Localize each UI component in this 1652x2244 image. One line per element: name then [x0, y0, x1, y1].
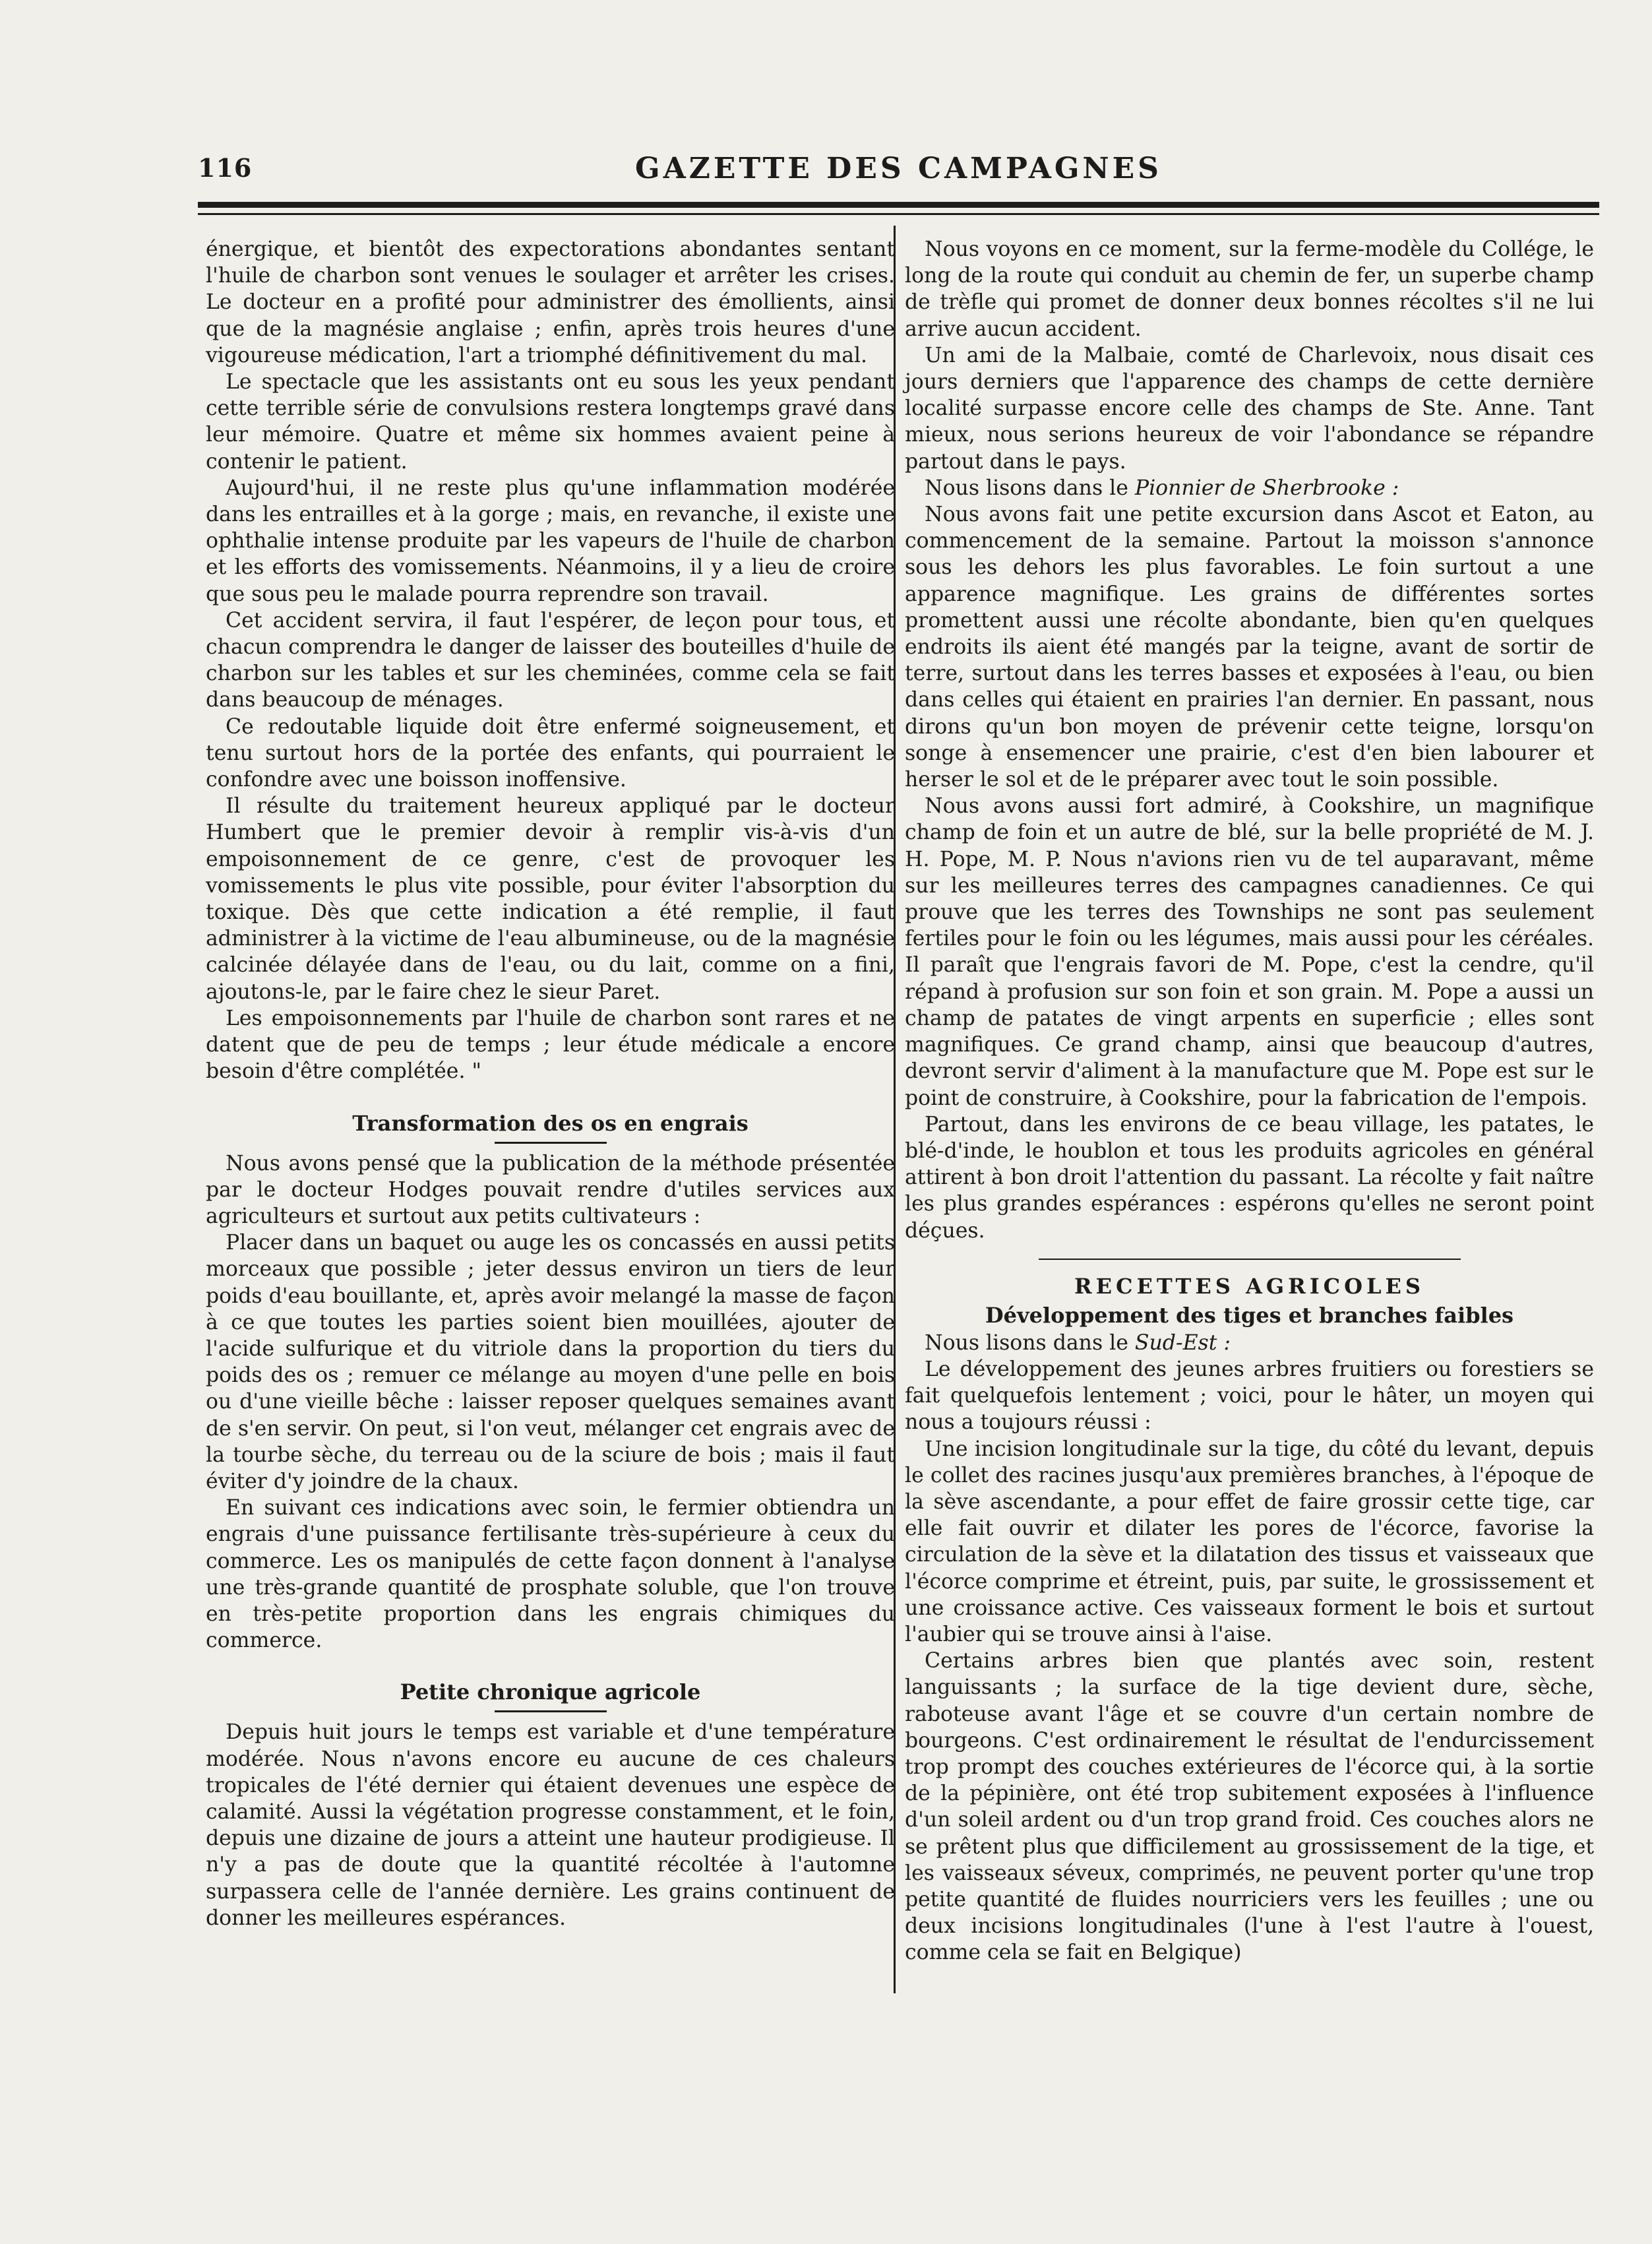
- heading-rule: [495, 1142, 607, 1144]
- pionnier-title: Pionnier de Sherbrooke :: [1134, 476, 1399, 500]
- page-number: 116: [198, 153, 253, 183]
- article-paragraph: Les empoisonnements par l'huile de charbon sont rares et ne datent que de peu de temps ; leur étude médicale a encore besoin d'être complétée. ": [206, 1006, 895, 1084]
- article-paragraph: Depuis huit jours le temps est variable et d'une température modérée. Nous n'avons encore eu aucune de ces chaleurs tropicales de l'été dernier qui étaient devenues une espèce de calamité. Aussi la végétation progresse constamment, et le foin, depuis une dizaine de jours a atteint une hauteur prodigieuse. Il n'y a pas de doute que la quantité récoltée à l'automne surpassera celle de l'année dernière. Les grains continuent de donner les meilleures espérances.: [206, 1720, 895, 1930]
- recettes-heading: RECETTES AGRICOLES: [1074, 1273, 1425, 1299]
- article-paragraph: Aujourd'hui, il ne reste plus qu'une inflammation modérée dans les entrailles et à la gorge ; mais, en revanche, il existe une ophthalie intense produite par les vapeurs de l'huile de charbon et les efforts des vomissements. Néanmoins, il y a lieu de croire que sous peu le malade pourra reprendre son travail.: [206, 476, 895, 606]
- article-paragraph: En suivant ces indications avec soin, le fermier obtiendra un engrais d'une puissance fertilisante très-supérieure à ceux du commerce. Les os manipulés de cette façon donnent à l'analyse une très-grande quantité de prosphate soluble, que l'on trouve en très-petite proportion dans les engrais chimiques du commerce.: [206, 1496, 895, 1653]
- article-paragraph: Certains arbres bien que plantés avec soin, restent languissants ; la surface de la tige devient dure, sèche, raboteuse avant l'âge et se couvre d'un certain nombre de bourgeons. C'est ordinairement le résultat de l'endurcissement trop prompt des couches extérieures de l'écorce qui, à la sortie de la pépinière, ont été trop subitement exposées à l'influence d'un soleil ardent ou d'un trop grand froid. Ces couches alors ne se prêtent plus que difficilement au grossissement de la tige, et les vaisseaux séveux, comprimés, ne peuvent porter qu'une trop petite quantité de fluides nourriciers vers les feuilles ; une ou deux incisions longitudinales (l'une à l'est l'autre à l'ouest, comme cela se fait en Belgique): [905, 1649, 1594, 1965]
- subsection-heading: Développement des tiges et branches faibles: [985, 1302, 1514, 1328]
- article-paragraph: Nous avons fait une petite excursion dans Ascot et Eaton, au commencement de la semaine. Partout la moisson s'annonce sous les dehors les plus favorables. Le foin surtout a une apparence magnifique. Les grains de différentes sortes promettent aussi une récolte abondante, bien qu'en quelques endroits ils aient été mangés par la teigne, avant de sortir de terre, surtout dans les terres basses et exposées à l'eau, ou bien dans celles qui étaient en prairies l'an dernier. En passant, nous dirons qu'un bon moyen de prévenir cette teigne, lorsqu'on songe à ensemencer une prairie, c'est d'en bien labourer et herser le sol et de le préparer avec tout le soin possible.: [905, 503, 1594, 792]
- heading-rule: [495, 1710, 607, 1712]
- article-paragraph: Partout, dans les environs de ce beau village, les patates, le blé-d'inde, le houblon et tous les produits agricoles en général attirent à bon droit l'attention du passant. La récolte y fait naître les plus grandes espérances : espérons qu'elles ne seront point déçues.: [905, 1112, 1594, 1243]
- article-paragraph: Un ami de la Malbaie, comté de Charlevoix, nous disait ces jours derniers que l'apparence des champs de cette dernière localité surpasse encore celle des champs de Ste. Anne. Tant mieux, nous serions heureux de voir l'abondance se répandre partout dans le pays.: [905, 343, 1594, 474]
- quote-intro-text: Nous lisons dans le: [925, 476, 1128, 500]
- quote-intro-text: Nous lisons dans le: [925, 1330, 1128, 1355]
- quote-intro-pionnier: [905, 475, 1594, 501]
- quote-intro-sud-est: [905, 1330, 1594, 1356]
- section-heading-bones: Transformation des os en engrais: [352, 1110, 749, 1136]
- right-column: [905, 236, 1594, 2030]
- article-paragraph: Le développement des jeunes arbres fruitiers ou forestiers se fait quelquefois lentement ; voici, pour le hâter, un moyen qui nous a toujours réussi :: [905, 1357, 1594, 1435]
- article-paragraph: Ce redoutable liquide doit être enfermé soigneusement, et tenu surtout hors de la portée des enfants, qui pourraient le confondre avec une boisson inoffensive.: [206, 714, 895, 792]
- article-paragraph: Une incision longitudinale sur la tige, du côté du levant, depuis le collet des racines jusqu'aux premières branches, à l'époque de la sève ascendante, a pour effet de faire grossir cette tige, car elle fait ouvrir et dilater les pores de l'écorce, favorise la circulation de la sève et la dilatation des tissus et vaisseaux que l'écorce comprime et étreint, puis, par suite, le grossissement et une croissance active. Ces vaisseaux forment le bois et surtout l'aubier qui se trouve ainsi à l'aise.: [905, 1437, 1594, 1646]
- article-paragraph: énergique, et bientôt des expectorations abondantes sentant l'huile de charbon sont venues le soulager et arrêter les crises. Le docteur en a profité pour administrer des émollients, ainsi que de la magnésie anglaise ; enfin, après trois heures d'une vigoureuse médication, l'art a triomphé définitivement du mal.: [206, 237, 895, 367]
- article-paragraph: Le spectacle que les assistants ont eu sous les yeux pendant cette terrible série de convulsions restera longtemps gravé dans leur mémoire. Quatre et même six hommes avaient peine à contenir le patient.: [206, 370, 895, 474]
- article-paragraph: Cet accident servira, il faut l'espérer, de leçon pour tous, et chacun comprendra le danger de laisser des bouteilles d'huile de charbon sur les tables et sur les cheminées, comme cela se fait dans beaucoup de ménages.: [206, 608, 895, 712]
- article-paragraph: Nous voyons en ce moment, sur la ferme-modèle du Collége, le long de la route qui conduit au chemin de fer, un superbe champ de trèfle qui promet de donner deux bonnes récoltes s'il ne lui arrive aucun accident.: [905, 237, 1594, 341]
- article-paragraph: Nous avons aussi fort admiré, à Cookshire, un magnifique champ de foin et un autre de blé, sur la belle propriété de M. J. H. Pope, M. P. Nous n'avions rien vu de tel auparavant, même sur les meilleures terres des campagnes canadiennes. Ce qui prouve que les terres des Townships ne sont pas seulement fertiles pour le foin ou les légumes, mais aussi pour les céréales. Il paraît que l'engrais favori de M. Pope, c'est la cendre, qu'il répand à profusion sur son foin et son grain. M. Pope a aussi un champ de patates de vingt arpents en superficie ; elles sont magnifiques. Ce grand champ, ainsi que beaucoup d'autres, devront servir d'aliment à la manufacture que M. Pope est sur le point de construire, à Cookshire, pour la fabrication de l'empois.: [905, 794, 1594, 1110]
- masthead-title: GAZETTE DES CAMPAGNES: [635, 152, 1162, 185]
- article-paragraph: Il résulte du traitement heureux appliqué par le docteur Humbert que le premier devoir à remplir vis-à-vis d'un empoisonnement de ce genre, c'est de provoquer les vomissements le plus vite possible, pour éviter l'absorption du toxique. Dès que cette indication a été remplie, il faut administrer à la victime de l'eau albumineuse, ou de la magnésie calcinée délayée dans de l'eau, ou du lait, comme on a fini, ajoutons-le, par le faire chez le sieur Paret.: [206, 794, 895, 1004]
- header-rule-thick: [198, 202, 1599, 208]
- article-paragraph: Nous avons pensé que la publication de la méthode présentée par le docteur Hodges pouvait rendre d'utiles services aux agriculteurs et surtout aux petits cultivateurs :: [206, 1151, 895, 1228]
- page-header: [198, 146, 1599, 193]
- left-column: [206, 236, 895, 1978]
- section-heading-chronicle: Petite chronique agricole: [400, 1679, 701, 1705]
- article-paragraph: Placer dans un baquet ou auge les os concassés en aussi petits morceaux que possible ; jeter dessus environ un tiers de leur poids d'eau bouillante, et, après avoir melangé la masse de façon à ce que toutes les parties soient bien mouillées, ajouter de l'acide sulfurique et du vitriole dans la proportion du tiers du poids des os ; remuer ce mélange au moyen d'une pelle en bois ou d'une vieille bêche : laisser reposer quelques semaines avant de s'en servir. On peut, si l'on veut, mélanger cet engrais avec de la tourbe sèche, du terreau ou de la sciure de bois ; mais il faut éviter d'y joindre de la chaux.: [206, 1231, 895, 1493]
- header-rule-thin: [198, 213, 1599, 215]
- sud-est-title: Sud-Est :: [1134, 1330, 1231, 1355]
- section-separator-rule: [1039, 1259, 1461, 1260]
